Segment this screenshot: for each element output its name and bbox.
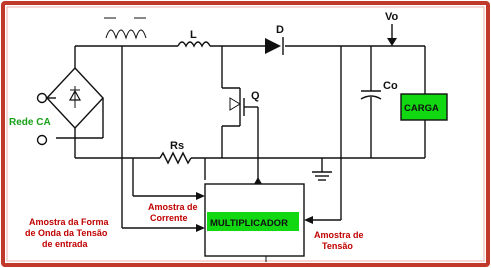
vo-arrow xyxy=(387,24,397,46)
input-sample-label-line1: Amostra da Forma xyxy=(29,217,109,227)
bottom-rail xyxy=(75,153,425,163)
capacitor-label: Co xyxy=(383,80,398,92)
ground-symbol xyxy=(312,158,332,180)
load-label: CARGA xyxy=(404,103,439,114)
ac-terminal-bottom xyxy=(38,136,47,145)
ac-terminal-top xyxy=(38,94,47,103)
diode-label: D xyxy=(276,24,284,36)
switch-label: Q xyxy=(251,90,260,102)
inductor-coil xyxy=(178,42,210,46)
multiplier-label: MULTIPLICADOR xyxy=(210,218,288,229)
voltage-sample-label-line2: Tensão xyxy=(322,241,353,251)
bridge-rectifier xyxy=(47,46,103,158)
voltage-sample-label-line1: Amostra de xyxy=(314,230,364,240)
rs-label: Rs xyxy=(170,140,185,152)
mosfet-switch xyxy=(222,46,258,184)
current-sample-label-line2: Corrente xyxy=(150,213,188,223)
output-capacitor xyxy=(361,46,381,158)
rs-resistor xyxy=(160,153,191,163)
top-rail xyxy=(75,42,425,46)
current-sample-label-line1: Amostra de xyxy=(148,202,198,212)
inductor-label: L xyxy=(190,29,197,41)
diode-symbol xyxy=(265,37,283,55)
rectified-waveform-icon xyxy=(104,18,146,38)
ac-source-label: Rede CA xyxy=(9,117,51,128)
vo-label: Vo xyxy=(385,11,399,23)
input-sample-label-line3: de entrada xyxy=(42,239,88,249)
input-sample-label-line2: de Onda da Tensão xyxy=(25,228,108,238)
